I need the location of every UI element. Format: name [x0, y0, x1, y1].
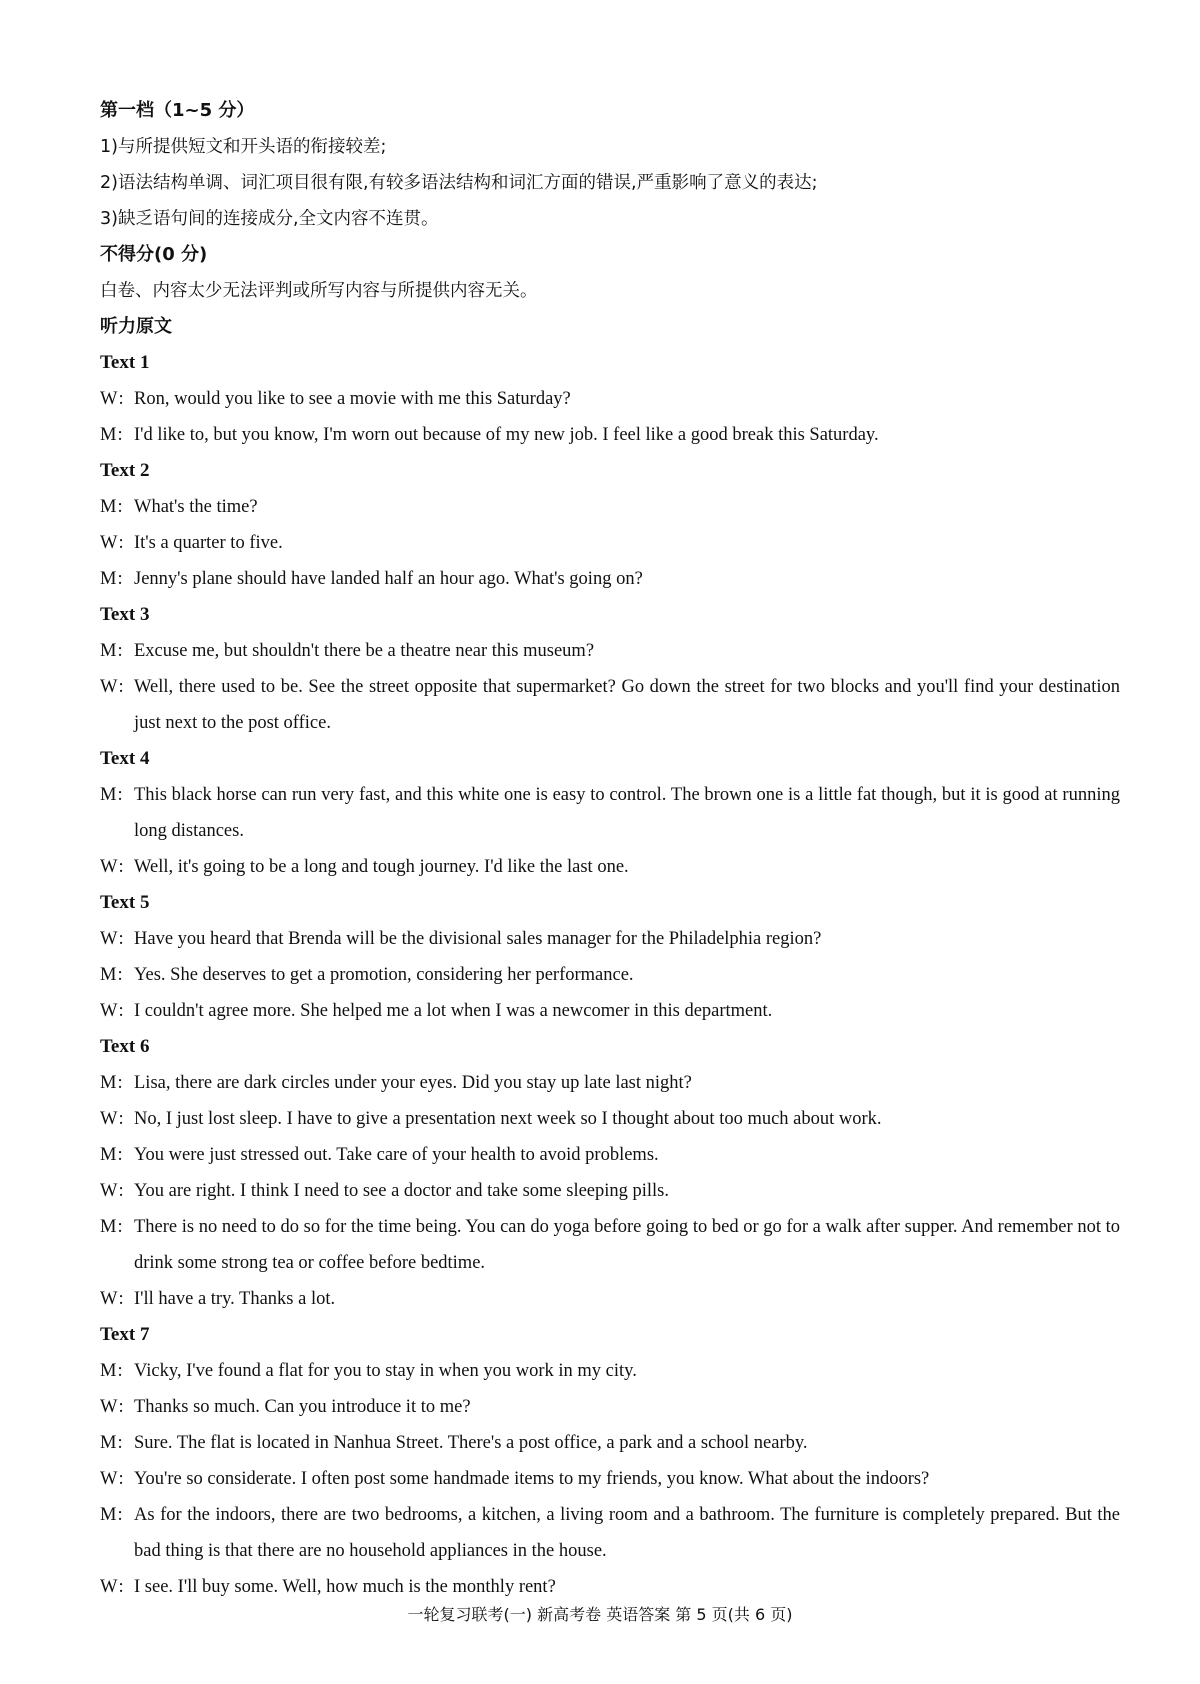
dialogue-line — [100, 525, 1120, 561]
speaker-colon: : — [118, 1109, 124, 1129]
tier1-item-3: 3)缺乏语句间的连接成分,全文内容不连贯。 — [100, 209, 439, 229]
utterance-text: You were just stressed out. Take care of your health to avoid problems. — [134, 1145, 659, 1165]
speaker-label — [100, 1389, 134, 1425]
dialogue-line — [100, 1173, 1120, 1209]
utterance-text: I couldn't agree more. She helped me a lot when I was a newcomer in this department. — [134, 1001, 773, 1021]
text-title: Text 4 — [100, 748, 150, 769]
transcript-heading: 听力原文 — [100, 316, 172, 337]
speaker-colon: : — [117, 1145, 123, 1165]
dialogue-line — [100, 1281, 1120, 1317]
utterance-text: This black horse can run very fast, and this white one is easy to control. The brown one is a little fat though, but it is good at running long distances. — [134, 785, 1120, 841]
speaker-name: W — [100, 389, 118, 409]
speaker-label — [100, 1497, 134, 1569]
utterance-text: Vicky, I've found a flat for you to stay in when you work in my city. — [134, 1361, 637, 1381]
tier1-heading: 第一档（1~5 分） — [100, 100, 255, 121]
utterance-text: Thanks so much. Can you introduce it to me? — [134, 1397, 471, 1417]
speaker-label — [100, 1461, 134, 1497]
speaker-label — [100, 993, 134, 1029]
speaker-colon: : — [118, 1469, 124, 1489]
dialogue-line — [100, 489, 1120, 525]
speaker-label — [100, 525, 134, 561]
utterance-text: As for the indoors, there are two bedrooms, a kitchen, a living room and a bathroom. The furniture is completely prepared. But the bad thing is that there are no household appliances in the house. — [134, 1505, 1120, 1561]
speaker-colon: : — [118, 389, 124, 409]
utterance-text: Well, there used to be. See the street opposite that supermarket? Go down the street for two blocks and you'll find your destination just next to the post office. — [134, 677, 1120, 733]
utterance-text: Sure. The flat is located in Nanhua Street. There's a post office, a park and a school nearby. — [134, 1433, 808, 1453]
speaker-label — [100, 1101, 134, 1137]
page-footer: 一轮复习联考(一) 新高考卷 英语答案 第 5 页(共 6 页) — [407, 1605, 793, 1624]
transcript-texts — [100, 345, 1120, 1605]
dialogue-line — [100, 417, 1120, 453]
dialogue-line — [100, 921, 1120, 957]
speaker-colon: : — [118, 1289, 124, 1309]
dialogue-line — [100, 1569, 1120, 1605]
speaker-label — [100, 777, 134, 849]
utterance-text: Lisa, there are dark circles under your eyes. Did you stay up late last night? — [134, 1073, 692, 1093]
speaker-colon: : — [117, 1433, 123, 1453]
text-title: Text 3 — [100, 604, 150, 625]
utterance-text: Jenny's plane should have landed half an hour ago. What's going on? — [134, 569, 643, 589]
speaker-colon: : — [117, 425, 123, 445]
speaker-colon: : — [117, 569, 123, 589]
speaker-name: M — [100, 1073, 117, 1093]
dialogue-line — [100, 1101, 1120, 1137]
speaker-colon: : — [117, 641, 123, 661]
zero-score-text: 白卷、内容太少无法评判或所写内容与所提供内容无关。 — [100, 281, 538, 301]
speaker-label — [100, 669, 134, 741]
speaker-name: W — [100, 1577, 118, 1597]
zero-score-heading: 不得分(0 分) — [100, 244, 208, 265]
utterance-text: You're so considerate. I often post some handmade items to my friends, you know. What about the indoors? — [134, 1469, 930, 1489]
speaker-label — [100, 381, 134, 417]
utterance-text: Yes. She deserves to get a promotion, considering her performance. — [134, 965, 634, 985]
speaker-label — [100, 957, 134, 993]
speaker-label — [100, 417, 134, 453]
speaker-label — [100, 1209, 134, 1281]
speaker-name: W — [100, 533, 118, 553]
speaker-label — [100, 633, 134, 669]
speaker-name: M — [100, 785, 117, 805]
speaker-colon: : — [118, 1181, 124, 1201]
speaker-name: W — [100, 1397, 118, 1417]
speaker-name: M — [100, 1505, 117, 1525]
speaker-name: M — [100, 425, 117, 445]
dialogue-line — [100, 1461, 1120, 1497]
tier1-item-1: 1)与所提供短文和开头语的衔接较差; — [100, 137, 387, 157]
dialogue-line — [100, 1425, 1120, 1461]
utterance-text: There is no need to do so for the time being. You can do yoga before going to bed or go for a walk after supper. And remember not to drink some strong tea or coffee before bedtime. — [134, 1217, 1120, 1273]
text-title: Text 5 — [100, 892, 150, 913]
dialogue-line — [100, 777, 1120, 849]
text-title: Text 2 — [100, 460, 150, 481]
utterance-text: You are right. I think I need to see a doctor and take some sleeping pills. — [134, 1181, 670, 1201]
speaker-colon: : — [117, 1361, 123, 1381]
dialogue-line — [100, 849, 1120, 885]
speaker-name: W — [100, 677, 118, 697]
dialogue-line — [100, 1497, 1120, 1569]
speaker-colon: : — [118, 1577, 124, 1597]
utterance-text: I see. I'll buy some. Well, how much is the monthly rent? — [134, 1577, 556, 1597]
document-page — [100, 93, 1120, 1605]
speaker-name: M — [100, 1145, 117, 1165]
speaker-label — [100, 1065, 134, 1101]
speaker-name: M — [100, 1217, 117, 1237]
speaker-name: M — [100, 569, 117, 589]
dialogue-line — [100, 669, 1120, 741]
dialogue-line — [100, 633, 1120, 669]
speaker-colon: : — [117, 1217, 123, 1237]
speaker-label — [100, 1173, 134, 1209]
dialogue-line — [100, 561, 1120, 597]
speaker-colon: : — [118, 929, 124, 949]
speaker-colon: : — [117, 1505, 123, 1525]
speaker-name: W — [100, 1001, 118, 1021]
dialogue-line — [100, 381, 1120, 417]
speaker-name: W — [100, 857, 118, 877]
text-title: Text 7 — [100, 1324, 150, 1345]
speaker-name: M — [100, 1433, 117, 1453]
speaker-label — [100, 1569, 134, 1605]
utterance-text: Have you heard that Brenda will be the divisional sales manager for the Philadelphia region? — [134, 929, 822, 949]
dialogue-line — [100, 957, 1120, 993]
speaker-label — [100, 1137, 134, 1173]
speaker-label — [100, 921, 134, 957]
tier1-item-2: 2)语法结构单调、词汇项目很有限,有较多语法结构和词汇方面的错误,严重影响了意义的表达; — [100, 173, 818, 193]
speaker-name: W — [100, 1181, 118, 1201]
utterance-text: Well, it's going to be a long and tough journey. I'd like the last one. — [134, 857, 629, 877]
dialogue-line — [100, 1065, 1120, 1101]
utterance-text: No, I just lost sleep. I have to give a presentation next week so I thought about too much about work. — [134, 1109, 882, 1129]
utterance-text: What's the time? — [134, 497, 258, 517]
speaker-colon: : — [117, 497, 123, 517]
speaker-colon: : — [117, 785, 123, 805]
speaker-name: W — [100, 1289, 118, 1309]
speaker-name: M — [100, 965, 117, 985]
dialogue-line — [100, 1209, 1120, 1281]
utterance-text: Excuse me, but shouldn't there be a theatre near this museum? — [134, 641, 595, 661]
speaker-colon: : — [117, 1073, 123, 1093]
speaker-name: W — [100, 1469, 118, 1489]
speaker-name: M — [100, 1361, 117, 1381]
speaker-colon: : — [117, 965, 123, 985]
speaker-colon: : — [118, 1001, 124, 1021]
speaker-name: W — [100, 929, 118, 949]
speaker-colon: : — [118, 857, 124, 877]
speaker-label — [100, 1353, 134, 1389]
speaker-label — [100, 849, 134, 885]
dialogue-line — [100, 1389, 1120, 1425]
speaker-label — [100, 561, 134, 597]
dialogue-line — [100, 1137, 1120, 1173]
speaker-label — [100, 489, 134, 525]
utterance-text: I'd like to, but you know, I'm worn out because of my new job. I feel like a good break this Saturday. — [134, 425, 879, 445]
utterance-text: Ron, would you like to see a movie with me this Saturday? — [134, 389, 571, 409]
speaker-colon: : — [118, 1397, 124, 1417]
utterance-text: It's a quarter to five. — [134, 533, 283, 553]
text-title: Text 6 — [100, 1036, 150, 1057]
speaker-label — [100, 1425, 134, 1461]
speaker-label — [100, 1281, 134, 1317]
speaker-colon: : — [118, 677, 124, 697]
speaker-name: M — [100, 497, 117, 517]
text-title: Text 1 — [100, 352, 150, 373]
dialogue-line — [100, 993, 1120, 1029]
speaker-name: M — [100, 641, 117, 661]
utterance-text: I'll have a try. Thanks a lot. — [134, 1289, 336, 1309]
speaker-colon: : — [118, 533, 124, 553]
speaker-name: W — [100, 1109, 118, 1129]
dialogue-line — [100, 1353, 1120, 1389]
